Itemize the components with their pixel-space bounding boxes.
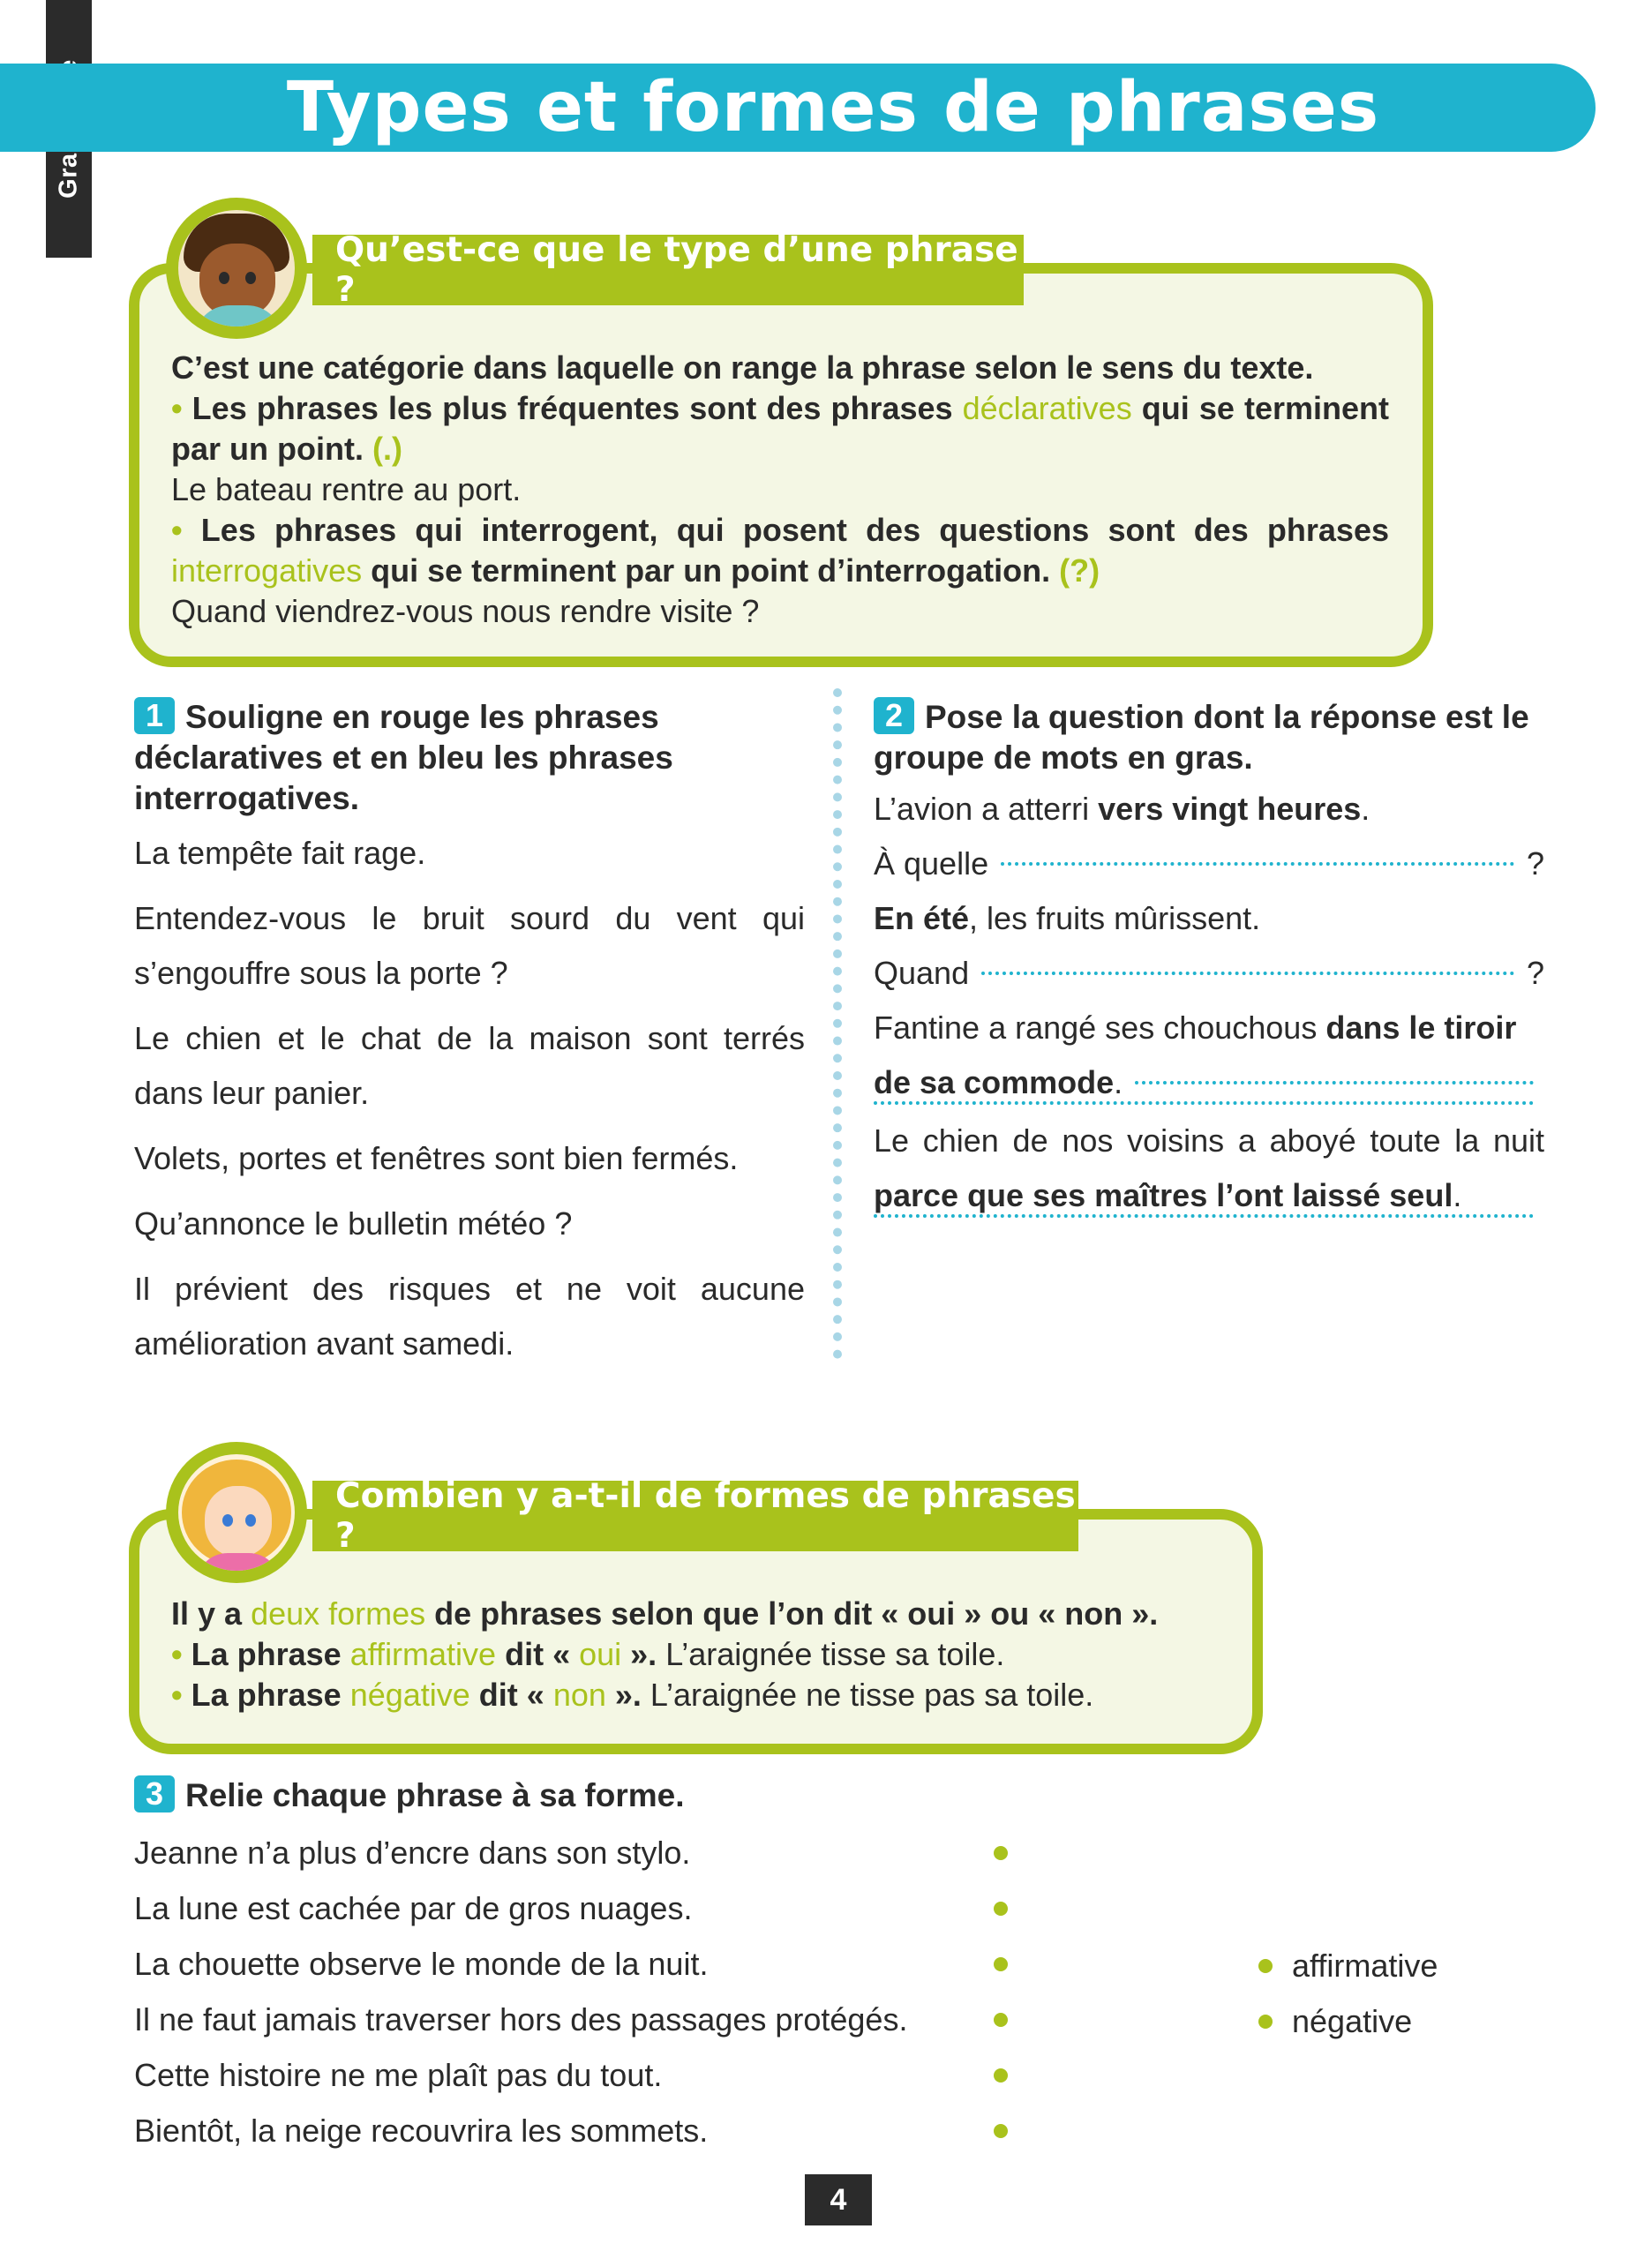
boy-face-illustration [178,210,295,326]
match-dot[interactable] [994,2068,1008,2083]
answer-line-4[interactable] [874,1223,1544,1278]
exercise-2-instruction: 2 Pose la question dont la réponse est le groupe de mots en gras. [874,697,1529,776]
form-dot[interactable] [1258,2015,1273,2029]
answer-line-2[interactable]: Quand ? [874,955,1544,991]
answer-line-1[interactable]: À quelle ? [874,845,1544,882]
match-dot[interactable] [994,1902,1008,1916]
exercise-3-number: 3 [134,1775,175,1812]
title-banner [0,64,1596,152]
exercise-1-instruction: 1 Souligne en rouge les phrases déclaratives et en bleu les phrases interrogatives. [134,697,673,816]
boy-avatar [166,198,307,339]
rule-negative: • La phrase négative dit « non ». L’araignée ne tisse pas sa toile. [171,1677,1094,1713]
exercise-3-instruction: 3 Relie chaque phrase à sa forme. [134,1775,928,1816]
column-divider [833,688,842,1359]
example-interrogative: Quand viendrez-vous nous rendre visite ? [171,593,760,629]
match-dot[interactable] [994,1957,1008,1971]
lesson-text-types [171,348,1389,632]
match-dot[interactable] [994,2013,1008,2027]
form-dot[interactable] [1258,1959,1273,1973]
exercise-1-sentence[interactable]: Volets, portes et fenêtres sont bien fermés. [134,1140,739,1176]
girl-face-illustration [178,1454,295,1571]
question-4-statement: Le chien de nos voisins a aboyé toute la nuit parce que ses maîtres l’ont laissé seul. [874,1122,1544,1213]
exercise-1-sentence[interactable]: Le chien et le chat de la maison sont terrés dans leur panier. [134,1020,805,1111]
question-3-statement: Fantine a rangé ses chouchous dans le tiroir [874,1009,1517,1046]
rule-declarative: • Les phrases les plus fréquentes sont des phrases déclaratives qui se terminent par un point. (.) [171,390,1389,467]
term-declaratives: déclaratives [962,390,1132,426]
exercise-3-forms [1258,1938,1438,2049]
match-sentence: La chouette observe le monde de la nuit. [134,1936,1008,1992]
rule-interrogative: • Les phrases qui interrogent, qui posent des questions sont des phrases interrogatives qui se terminent par un point d’interrogation. (?) [171,512,1389,589]
term-interrogatives: interrogatives [171,552,363,589]
form-option-negative: négative [1258,1993,1438,2049]
match-sentence: Il ne faut jamais traverser hors des passages protégés. [134,1992,1008,2047]
question-2-statement: En été, les fruits mûrissent. [874,900,1261,936]
answer-field-3a [1135,1081,1534,1084]
exercise-1-number: 1 [134,697,175,734]
exercise-1-sentence[interactable]: Entendez-vous le bruit sourd du vent qui s’engouffre sous la porte ? [134,900,805,991]
exercise-2-body [874,782,1544,1278]
page-title: Types et formes de phrases [286,68,1380,147]
answer-field-2 [981,972,1514,975]
girl-avatar [166,1442,307,1583]
lesson-heading-forms: Combien y a-t-il de formes de phrases ? [312,1481,1078,1551]
match-sentence: Jeanne n’a plus d’encre dans son stylo. [134,1825,1008,1880]
exercise-1-sentence[interactable]: La tempête fait rage. [134,835,426,871]
definition: C’est une catégorie dans laquelle on range la phrase selon le sens du texte. [171,349,1314,386]
question-1-statement: L’avion a atterri vers vingt heures. [874,791,1370,827]
rule-affirmative: • La phrase affirmative dit « oui ». L’araignée tisse sa toile. [171,1636,1005,1672]
answer-field-1 [1001,862,1514,866]
match-sentence: La lune est cachée par de gros nuages. [134,1880,1008,1936]
forms-definition: Il y a deux formes de phrases selon que l’on dit « oui » ou « non ». [171,1595,1159,1632]
match-dot[interactable] [994,2124,1008,2138]
exercise-1-sentence[interactable]: Il prévient des risques et ne voit aucune amélioration avant samedi. [134,1271,805,1362]
lesson-text-forms [171,1594,1230,1715]
form-option-affirmative: affirmative [1258,1938,1438,1993]
answer-field-3b [874,1101,1534,1105]
answer-line-3[interactable]: de sa commode . [874,1055,1544,1110]
page-number: 4 [805,2174,872,2225]
match-sentence: Cette histoire ne me plaît pas du tout. [134,2047,1008,2103]
exercise-2-number: 2 [874,697,914,734]
match-dot[interactable] [994,1846,1008,1860]
exercise-1-sentence[interactable]: Qu’annonce le bulletin météo ? [134,1205,573,1242]
match-sentence: Bientôt, la neige recouvrira les sommets. [134,2103,1008,2158]
example-declarative: Le bateau rentre au port. [171,471,522,507]
lesson-heading-types: Qu’est-ce que le type d’une phrase ? [312,235,1024,305]
exercise-1-sentences [134,826,805,1382]
exercise-3-sentences [134,1825,1017,2158]
answer-field-4 [874,1214,1534,1218]
